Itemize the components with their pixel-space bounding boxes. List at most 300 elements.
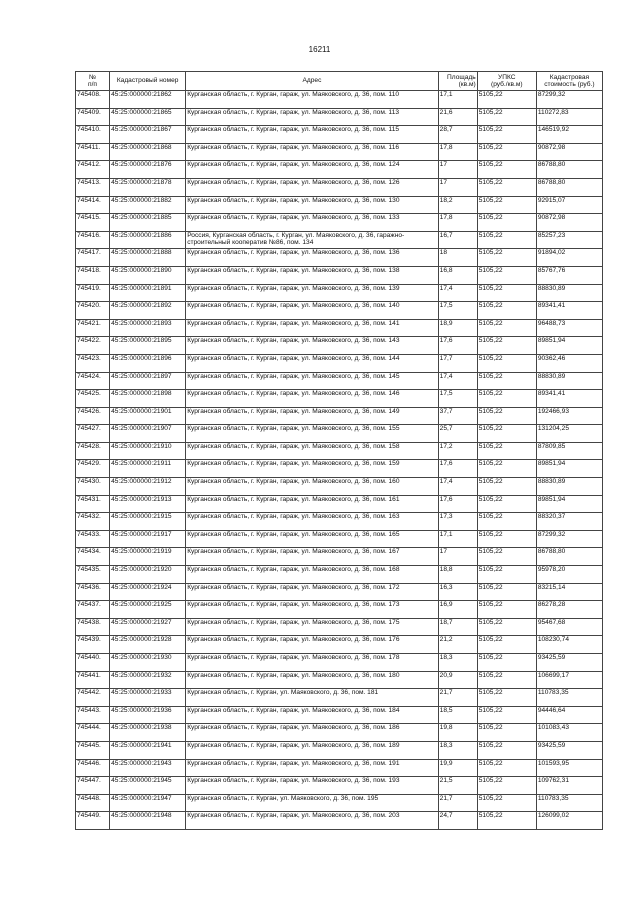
header-num: № п/п [76, 72, 110, 91]
cell-row-number: 745442. [76, 689, 110, 707]
cell-row-number: 745432. [76, 513, 110, 531]
cell-cadastral-number: 45:25:000000:21867 [110, 126, 186, 144]
cell-upks: 5105,22 [477, 390, 536, 408]
cell-area: 16,7 [438, 231, 477, 249]
cell-cadastral-number: 45:25:000000:21910 [110, 442, 186, 460]
cell-upks: 5105,22 [477, 161, 536, 179]
cell-address: Курганская область, г. Курган, гараж, ул. Маяковского, д. 36, пом. 130 [186, 196, 438, 214]
cell-upks: 5105,22 [477, 548, 536, 566]
cell-address: Курганская область, г. Курган, гараж, ул. Маяковского, д. 36, пом. 138 [186, 266, 438, 284]
cell-row-number: 745414. [76, 196, 110, 214]
cell-cadastral-number: 45:25:000000:21915 [110, 513, 186, 531]
cell-row-number: 745410. [76, 126, 110, 144]
cell-area: 17,8 [438, 143, 477, 161]
cell-upks: 5105,22 [477, 442, 536, 460]
table-row [76, 372, 603, 390]
cell-upks: 5105,22 [477, 689, 536, 707]
table-row [76, 196, 603, 214]
cell-upks: 5105,22 [477, 741, 536, 759]
cell-address: Курганская область, г. Курган, гараж, ул. Маяковского, д. 36, пом. 139 [186, 284, 438, 302]
cell-row-number: 745440. [76, 654, 110, 672]
cell-cadastral-cost: 90872,98 [536, 214, 602, 232]
cell-area: 16,8 [438, 266, 477, 284]
cell-upks: 5105,22 [477, 407, 536, 425]
table-header-row [76, 72, 603, 91]
header-area: Площадь (кв.м) [438, 72, 477, 91]
cell-area: 21,7 [438, 794, 477, 812]
cell-upks: 5105,22 [477, 566, 536, 584]
cell-cadastral-cost: 93425,59 [536, 741, 602, 759]
cell-upks: 5105,22 [477, 777, 536, 795]
cell-row-number: 745413. [76, 178, 110, 196]
table-row [76, 654, 603, 672]
cell-row-number: 745436. [76, 583, 110, 601]
cell-area: 17,7 [438, 354, 477, 372]
table-row [76, 390, 603, 408]
cell-address: Курганская область, г. Курган, гараж, ул. Маяковского, д. 36, пом. 175 [186, 618, 438, 636]
cell-cadastral-number: 45:25:000000:21878 [110, 178, 186, 196]
cell-address: Курганская область, г. Курган, ул. Маяковского, д. 36, пом. 195 [186, 794, 438, 812]
cell-address: Курганская область, г. Курган, гараж, ул. Маяковского, д. 36, пом. 158 [186, 442, 438, 460]
cell-area: 18,2 [438, 196, 477, 214]
cell-address: Курганская область, г. Курган, гараж, ул. Маяковского, д. 36, пом. 136 [186, 249, 438, 267]
cell-cadastral-cost: 95467,68 [536, 618, 602, 636]
cell-area: 17,6 [438, 337, 477, 355]
cell-cadastral-cost: 101593,95 [536, 759, 602, 777]
table-row [76, 302, 603, 320]
cell-area: 17,1 [438, 91, 477, 109]
cell-cadastral-number: 45:25:000000:21862 [110, 91, 186, 109]
cell-cadastral-number: 45:25:000000:21911 [110, 460, 186, 478]
cell-cadastral-cost: 88830,89 [536, 284, 602, 302]
table-row [76, 161, 603, 179]
cell-cadastral-number: 45:25:000000:21912 [110, 478, 186, 496]
table-row [76, 108, 603, 126]
cell-cadastral-number: 45:25:000000:21933 [110, 689, 186, 707]
cell-cadastral-cost: 88830,89 [536, 372, 602, 390]
cell-cadastral-number: 45:25:000000:21945 [110, 777, 186, 795]
cell-row-number: 745411. [76, 143, 110, 161]
cell-upks: 5105,22 [477, 618, 536, 636]
cell-cadastral-number: 45:25:000000:21948 [110, 812, 186, 830]
cell-area: 17,3 [438, 513, 477, 531]
cell-row-number: 745438. [76, 618, 110, 636]
table-row [76, 178, 603, 196]
cell-cadastral-cost: 87299,32 [536, 91, 602, 109]
cell-cadastral-cost: 126099,02 [536, 812, 602, 830]
cell-area: 21,5 [438, 777, 477, 795]
table-row [76, 407, 603, 425]
page-number: 16211 [308, 45, 331, 54]
cell-upks: 5105,22 [477, 478, 536, 496]
cell-cadastral-cost: 89341,41 [536, 302, 602, 320]
table-row [76, 284, 603, 302]
cell-cadastral-cost: 88830,89 [536, 478, 602, 496]
cell-row-number: 745439. [76, 636, 110, 654]
cell-cadastral-cost: 89851,94 [536, 337, 602, 355]
cell-cadastral-number: 45:25:000000:21919 [110, 548, 186, 566]
cell-cadastral-number: 45:25:000000:21924 [110, 583, 186, 601]
cell-upks: 5105,22 [477, 671, 536, 689]
cell-cadastral-number: 45:25:000000:21925 [110, 601, 186, 619]
cell-cadastral-cost: 87809,85 [536, 442, 602, 460]
cell-row-number: 745418. [76, 266, 110, 284]
cell-cadastral-cost: 86278,28 [536, 601, 602, 619]
cell-address: Курганская область, г. Курган, ул. Маяковского, д. 36, пом. 181 [186, 689, 438, 707]
cell-address: Курганская область, г. Курган, гараж, ул. Маяковского, д. 36, пом. 184 [186, 706, 438, 724]
cell-cadastral-number: 45:25:000000:21890 [110, 266, 186, 284]
table-body [76, 91, 603, 830]
cell-cadastral-number: 45:25:000000:21893 [110, 319, 186, 337]
cell-address: Курганская область, г. Курган, гараж, ул. Маяковского, д. 36, пом. 143 [186, 337, 438, 355]
cell-area: 21,7 [438, 689, 477, 707]
cell-upks: 5105,22 [477, 196, 536, 214]
cell-upks: 5105,22 [477, 530, 536, 548]
cell-address: Курганская область, г. Курган, гараж, ул. Маяковского, д. 36, пом. 113 [186, 108, 438, 126]
table-row [76, 812, 603, 830]
table-row [76, 548, 603, 566]
cell-area: 17,4 [438, 372, 477, 390]
cell-row-number: 745448. [76, 794, 110, 812]
cell-address: Курганская область, г. Курган, гараж, ул. Маяковского, д. 36, пом. 115 [186, 126, 438, 144]
cell-cadastral-cost: 95978,20 [536, 566, 602, 584]
cell-cadastral-cost: 85767,76 [536, 266, 602, 284]
cell-upks: 5105,22 [477, 583, 536, 601]
cell-row-number: 745412. [76, 161, 110, 179]
cell-area: 18,9 [438, 319, 477, 337]
table-row [76, 495, 603, 513]
cell-row-number: 745428. [76, 442, 110, 460]
cell-cadastral-number: 45:25:000000:21932 [110, 671, 186, 689]
cell-row-number: 745423. [76, 354, 110, 372]
cell-area: 37,7 [438, 407, 477, 425]
table-row [76, 425, 603, 443]
header-upks: УПКС (руб./кв.м) [477, 72, 536, 91]
cell-cadastral-cost: 91894,02 [536, 249, 602, 267]
cell-row-number: 745419. [76, 284, 110, 302]
cell-row-number: 745430. [76, 478, 110, 496]
cell-area: 19,8 [438, 724, 477, 742]
cell-area: 17 [438, 178, 477, 196]
table-row [76, 354, 603, 372]
cell-area: 17 [438, 161, 477, 179]
cell-address: Курганская область, г. Курган, гараж, ул. Маяковского, д. 36, пом. 176 [186, 636, 438, 654]
cell-upks: 5105,22 [477, 108, 536, 126]
cell-area: 20,9 [438, 671, 477, 689]
cell-address: Курганская область, г. Курган, гараж, ул. Маяковского, д. 36, пом. 126 [186, 178, 438, 196]
cell-area: 17,1 [438, 530, 477, 548]
cell-address: Курганская область, г. Курган, гараж, ул. Маяковского, д. 36, пом. 203 [186, 812, 438, 830]
cell-cadastral-cost: 146519,92 [536, 126, 602, 144]
cell-row-number: 745426. [76, 407, 110, 425]
cell-area: 17,6 [438, 460, 477, 478]
cell-area: 17,5 [438, 390, 477, 408]
cell-upks: 5105,22 [477, 284, 536, 302]
cell-cadastral-number: 45:25:000000:21892 [110, 302, 186, 320]
table-row [76, 337, 603, 355]
cell-row-number: 745416. [76, 231, 110, 249]
cell-cadastral-cost: 92915,07 [536, 196, 602, 214]
cell-row-number: 745408. [76, 91, 110, 109]
cell-cadastral-cost: 85257,23 [536, 231, 602, 249]
cell-cadastral-cost: 93425,59 [536, 654, 602, 672]
cell-cadastral-number: 45:25:000000:21907 [110, 425, 186, 443]
cell-address: Курганская область, г. Курган, гараж, ул. Маяковского, д. 36, пом. 178 [186, 654, 438, 672]
cell-upks: 5105,22 [477, 759, 536, 777]
table-row [76, 671, 603, 689]
cell-row-number: 745415. [76, 214, 110, 232]
cell-upks: 5105,22 [477, 214, 536, 232]
cell-cadastral-cost: 90362,46 [536, 354, 602, 372]
cell-row-number: 745434. [76, 548, 110, 566]
cell-cadastral-number: 45:25:000000:21882 [110, 196, 186, 214]
table-row [76, 460, 603, 478]
table-row [76, 91, 603, 109]
cell-cadastral-cost: 110783,35 [536, 689, 602, 707]
cell-upks: 5105,22 [477, 812, 536, 830]
cell-cadastral-number: 45:25:000000:21927 [110, 618, 186, 636]
cell-address: Курганская область, г. Курган, гараж, ул. Маяковского, д. 36, пом. 116 [186, 143, 438, 161]
cell-upks: 5105,22 [477, 266, 536, 284]
cell-row-number: 745429. [76, 460, 110, 478]
cell-area: 25,7 [438, 425, 477, 443]
cell-area: 18,5 [438, 706, 477, 724]
cell-cadastral-number: 45:25:000000:21897 [110, 372, 186, 390]
cell-cadastral-number: 45:25:000000:21896 [110, 354, 186, 372]
cell-row-number: 745447. [76, 777, 110, 795]
table-row [76, 266, 603, 284]
table-row [76, 601, 603, 619]
cell-area: 18,3 [438, 654, 477, 672]
cell-cadastral-cost: 106699,17 [536, 671, 602, 689]
cell-address: Курганская область, г. Курган, гараж, ул. Маяковского, д. 36, пом. 172 [186, 583, 438, 601]
cell-cadastral-cost: 192466,93 [536, 407, 602, 425]
cadastral-value-table [75, 71, 603, 830]
cell-cadastral-cost: 110783,35 [536, 794, 602, 812]
table-row [76, 777, 603, 795]
cell-row-number: 745444. [76, 724, 110, 742]
cell-upks: 5105,22 [477, 143, 536, 161]
table-row [76, 759, 603, 777]
cell-address: Курганская область, г. Курган, гараж, ул. Маяковского, д. 36, пом. 191 [186, 759, 438, 777]
cell-cadastral-number: 45:25:000000:21943 [110, 759, 186, 777]
cell-cadastral-number: 45:25:000000:21947 [110, 794, 186, 812]
cell-cadastral-cost: 90872,98 [536, 143, 602, 161]
cell-address: Курганская область, г. Курган, гараж, ул. Маяковского, д. 36, пом. 168 [186, 566, 438, 584]
cell-upks: 5105,22 [477, 513, 536, 531]
cell-area: 18 [438, 249, 477, 267]
table-row [76, 566, 603, 584]
cell-area: 16,3 [438, 583, 477, 601]
cell-address: Курганская область, г. Курган, гараж, ул. Маяковского, д. 36, пом. 110 [186, 91, 438, 109]
cell-address: Курганская область, г. Курган, гараж, ул. Маяковского, д. 36, пом. 144 [186, 354, 438, 372]
cell-address: Курганская область, г. Курган, гараж, ул. Маяковского, д. 36, пом. 186 [186, 724, 438, 742]
table-row [76, 143, 603, 161]
cell-address: Курганская область, г. Курган, гараж, ул. Маяковского, д. 36, пом. 161 [186, 495, 438, 513]
table-row [76, 794, 603, 812]
cell-upks: 5105,22 [477, 231, 536, 249]
cell-area: 17,5 [438, 302, 477, 320]
cell-cadastral-cost: 109762,31 [536, 777, 602, 795]
cell-area: 17,8 [438, 214, 477, 232]
cell-upks: 5105,22 [477, 319, 536, 337]
cell-area: 18,8 [438, 566, 477, 584]
cell-area: 24,7 [438, 812, 477, 830]
cell-row-number: 745427. [76, 425, 110, 443]
cell-address: Курганская область, г. Курган, гараж, ул. Маяковского, д. 36, пом. 141 [186, 319, 438, 337]
cell-area: 18,3 [438, 741, 477, 759]
cell-area: 16,9 [438, 601, 477, 619]
cell-upks: 5105,22 [477, 460, 536, 478]
cell-upks: 5105,22 [477, 654, 536, 672]
cell-upks: 5105,22 [477, 337, 536, 355]
cell-area: 17,2 [438, 442, 477, 460]
cell-address: Россия, Курганская область, г. Курган, ул. Маяковского, д. 36, гаражно-строительный кооператив №86, пом. 134 [186, 231, 438, 249]
cell-cadastral-number: 45:25:000000:21888 [110, 249, 186, 267]
cell-cadastral-cost: 89851,94 [536, 460, 602, 478]
cell-area: 17,4 [438, 284, 477, 302]
cell-cadastral-number: 45:25:000000:21913 [110, 495, 186, 513]
table-row [76, 636, 603, 654]
cell-cadastral-number: 45:25:000000:21941 [110, 741, 186, 759]
table-row [76, 706, 603, 724]
cell-upks: 5105,22 [477, 126, 536, 144]
cell-cadastral-number: 45:25:000000:21876 [110, 161, 186, 179]
cell-upks: 5105,22 [477, 706, 536, 724]
cell-area: 17,6 [438, 495, 477, 513]
cell-cadastral-cost: 89851,94 [536, 495, 602, 513]
cell-area: 21,2 [438, 636, 477, 654]
cell-area: 28,7 [438, 126, 477, 144]
table-row [76, 530, 603, 548]
cell-cadastral-cost: 131204,25 [536, 425, 602, 443]
cell-upks: 5105,22 [477, 302, 536, 320]
cell-upks: 5105,22 [477, 249, 536, 267]
cell-upks: 5105,22 [477, 425, 536, 443]
cell-address: Курганская область, г. Курган, гараж, ул. Маяковского, д. 36, пом. 189 [186, 741, 438, 759]
cell-cadastral-number: 45:25:000000:21920 [110, 566, 186, 584]
cell-address: Курганская область, г. Курган, гараж, ул. Маяковского, д. 36, пом. 155 [186, 425, 438, 443]
cell-row-number: 745449. [76, 812, 110, 830]
table-row [76, 618, 603, 636]
cell-cadastral-cost: 86788,80 [536, 161, 602, 179]
cell-address: Курганская область, г. Курган, гараж, ул. Маяковского, д. 36, пом. 163 [186, 513, 438, 531]
cell-row-number: 745437. [76, 601, 110, 619]
cell-area: 18,7 [438, 618, 477, 636]
table-row [76, 214, 603, 232]
cell-row-number: 745420. [76, 302, 110, 320]
cell-row-number: 745417. [76, 249, 110, 267]
cell-area: 21,6 [438, 108, 477, 126]
cell-row-number: 745431. [76, 495, 110, 513]
cell-cadastral-cost: 87299,32 [536, 530, 602, 548]
cell-upks: 5105,22 [477, 372, 536, 390]
cell-address: Курганская область, г. Курган, гараж, ул. Маяковского, д. 36, пом. 149 [186, 407, 438, 425]
table-row [76, 231, 603, 249]
cell-upks: 5105,22 [477, 354, 536, 372]
cell-row-number: 745424. [76, 372, 110, 390]
cell-row-number: 745425. [76, 390, 110, 408]
cell-cadastral-number: 45:25:000000:21898 [110, 390, 186, 408]
cell-address: Курганская область, г. Курган, гараж, ул. Маяковского, д. 36, пом. 140 [186, 302, 438, 320]
cell-upks: 5105,22 [477, 636, 536, 654]
cell-cadastral-number: 45:25:000000:21917 [110, 530, 186, 548]
cell-row-number: 745443. [76, 706, 110, 724]
cell-area: 17 [438, 548, 477, 566]
table-row [76, 442, 603, 460]
table-row [76, 583, 603, 601]
cell-row-number: 745433. [76, 530, 110, 548]
cell-upks: 5105,22 [477, 178, 536, 196]
cell-cadastral-cost: 83215,14 [536, 583, 602, 601]
table-row [76, 478, 603, 496]
cell-cadastral-number: 45:25:000000:21936 [110, 706, 186, 724]
header-address: Адрес [186, 72, 438, 91]
cell-cadastral-number: 45:25:000000:21868 [110, 143, 186, 161]
cell-area: 17,4 [438, 478, 477, 496]
cell-address: Курганская область, г. Курган, гараж, ул. Маяковского, д. 36, пом. 146 [186, 390, 438, 408]
cell-cadastral-cost: 86788,80 [536, 178, 602, 196]
cell-address: Курганская область, г. Курган, гараж, ул. Маяковского, д. 36, пом. 165 [186, 530, 438, 548]
cell-cadastral-cost: 94446,64 [536, 706, 602, 724]
cell-address: Курганская область, г. Курган, гараж, ул. Маяковского, д. 36, пом. 133 [186, 214, 438, 232]
cell-upks: 5105,22 [477, 91, 536, 109]
cell-cadastral-number: 45:25:000000:21938 [110, 724, 186, 742]
cell-row-number: 745422. [76, 337, 110, 355]
cell-address: Курганская область, г. Курган, гараж, ул. Маяковского, д. 36, пом. 167 [186, 548, 438, 566]
cell-cadastral-cost: 88320,37 [536, 513, 602, 531]
cell-upks: 5105,22 [477, 724, 536, 742]
cell-cadastral-number: 45:25:000000:21928 [110, 636, 186, 654]
cell-upks: 5105,22 [477, 794, 536, 812]
cell-row-number: 745445. [76, 741, 110, 759]
header-cadastral-number: Кадастровый номер [110, 72, 186, 91]
cell-upks: 5105,22 [477, 495, 536, 513]
cell-address: Курганская область, г. Курган, гараж, ул. Маяковского, д. 36, пом. 193 [186, 777, 438, 795]
cell-cadastral-cost: 89341,41 [536, 390, 602, 408]
cell-cadastral-cost: 96488,73 [536, 319, 602, 337]
cell-cadastral-cost: 108230,74 [536, 636, 602, 654]
cell-address: Курганская область, г. Курган, гараж, ул. Маяковского, д. 36, пом. 159 [186, 460, 438, 478]
cell-area: 19,9 [438, 759, 477, 777]
cell-address: Курганская область, г. Курган, гараж, ул. Маяковского, д. 36, пом. 160 [186, 478, 438, 496]
table-row [76, 724, 603, 742]
cell-cadastral-number: 45:25:000000:21895 [110, 337, 186, 355]
table-row [76, 513, 603, 531]
table-row [76, 249, 603, 267]
cell-address: Курганская область, г. Курган, гараж, ул. Маяковского, д. 36, пом. 173 [186, 601, 438, 619]
cell-row-number: 745435. [76, 566, 110, 584]
cell-address: Курганская область, г. Курган, гараж, ул. Маяковского, д. 36, пом. 180 [186, 671, 438, 689]
cell-row-number: 745446. [76, 759, 110, 777]
table-row [76, 689, 603, 707]
header-cadastral-cost: Кадастровая стоимость (руб.) [536, 72, 602, 91]
table-row [76, 319, 603, 337]
cell-cadastral-number: 45:25:000000:21886 [110, 231, 186, 249]
cell-cadastral-number: 45:25:000000:21891 [110, 284, 186, 302]
cell-cadastral-cost: 86788,80 [536, 548, 602, 566]
cell-row-number: 745421. [76, 319, 110, 337]
cell-cadastral-number: 45:25:000000:21901 [110, 407, 186, 425]
cell-cadastral-number: 45:25:000000:21885 [110, 214, 186, 232]
cell-row-number: 745409. [76, 108, 110, 126]
cell-cadastral-number: 45:25:000000:21930 [110, 654, 186, 672]
cell-cadastral-cost: 110272,83 [536, 108, 602, 126]
cell-address: Курганская область, г. Курган, гараж, ул. Маяковского, д. 36, пом. 145 [186, 372, 438, 390]
cell-row-number: 745441. [76, 671, 110, 689]
table-row [76, 126, 603, 144]
cell-address: Курганская область, г. Курган, гараж, ул. Маяковского, д. 36, пом. 124 [186, 161, 438, 179]
